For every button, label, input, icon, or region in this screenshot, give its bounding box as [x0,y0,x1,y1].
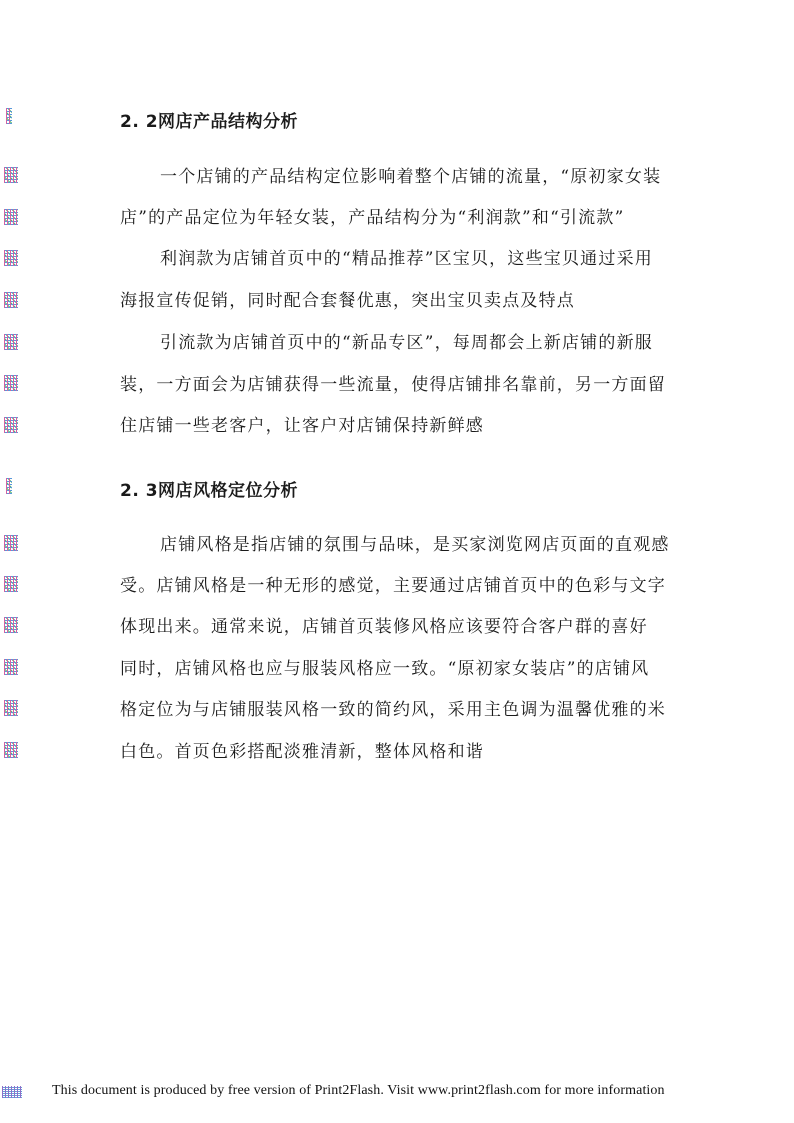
paragraph-line: 受。店铺风格是一种无形的感觉，主要通过店铺首页中的色彩与文字 [120,576,666,596]
paragraph-line: 店”的产品定位为年轻女装，产品结构分为“利润款”和“引流款” [120,208,625,228]
footer-notice: This document is produced by free version of Print2Flash. Visit www.print2flash.com for more information [52,1083,665,1098]
margin-artifact-icon [4,742,18,758]
footer-artifact-icon [2,1086,22,1098]
margin-artifact-icon [4,167,18,183]
section-heading: 2. 2网店产品结构分析 [120,112,299,132]
paragraph-line: 一个店铺的产品结构定位影响着整个店铺的流量，“原初家女装 [160,167,662,187]
margin-artifact-icon [4,250,18,266]
paragraph-line: 格定位为与店铺服装风格一致的简约风，采用主色调为温馨优雅的米 [120,700,666,720]
margin-artifact-icon [4,375,18,391]
margin-artifact-icon [4,334,18,350]
margin-artifact-icon [6,478,12,494]
margin-artifact-icon [6,108,12,124]
paragraph-line: 装，一方面会为店铺获得一些流量，使得店铺排名靠前，另一方面留 [120,375,666,395]
paragraph-line: 同时，店铺风格也应与服装风格应一致。“原初家女装店”的店铺风 [120,659,650,679]
margin-artifact-icon [4,617,18,633]
margin-artifact-icon [4,700,18,716]
margin-artifact-icon [4,535,18,551]
margin-artifact-icon [4,417,18,433]
paragraph-line: 白色。首页色彩搭配淡雅清新，整体风格和谐 [120,742,484,762]
margin-artifact-icon [4,292,18,308]
section-heading: 2. 3网店风格定位分析 [120,481,299,501]
paragraph-line: 利润款为店铺首页中的“精品推荐”区宝贝，这些宝贝通过采用 [160,249,653,269]
margin-artifact-icon [4,659,18,675]
margin-artifact-icon [4,576,18,592]
paragraph-line: 住店铺一些老客户，让客户对店铺保持新鲜感 [120,416,484,436]
paragraph-line: 引流款为店铺首页中的“新品专区”，每周都会上新店铺的新服 [160,333,653,353]
margin-artifact-icon [4,209,18,225]
paragraph-line: 海报宣传促销，同时配合套餐优惠，突出宝贝卖点及特点 [120,291,575,311]
paragraph-line: 店铺风格是指店铺的氛围与品味，是买家浏览网店页面的直观感 [160,535,670,555]
paragraph-line: 体现出来。通常来说，店铺首页装修风格应该要符合客户群的喜好 [120,617,648,637]
